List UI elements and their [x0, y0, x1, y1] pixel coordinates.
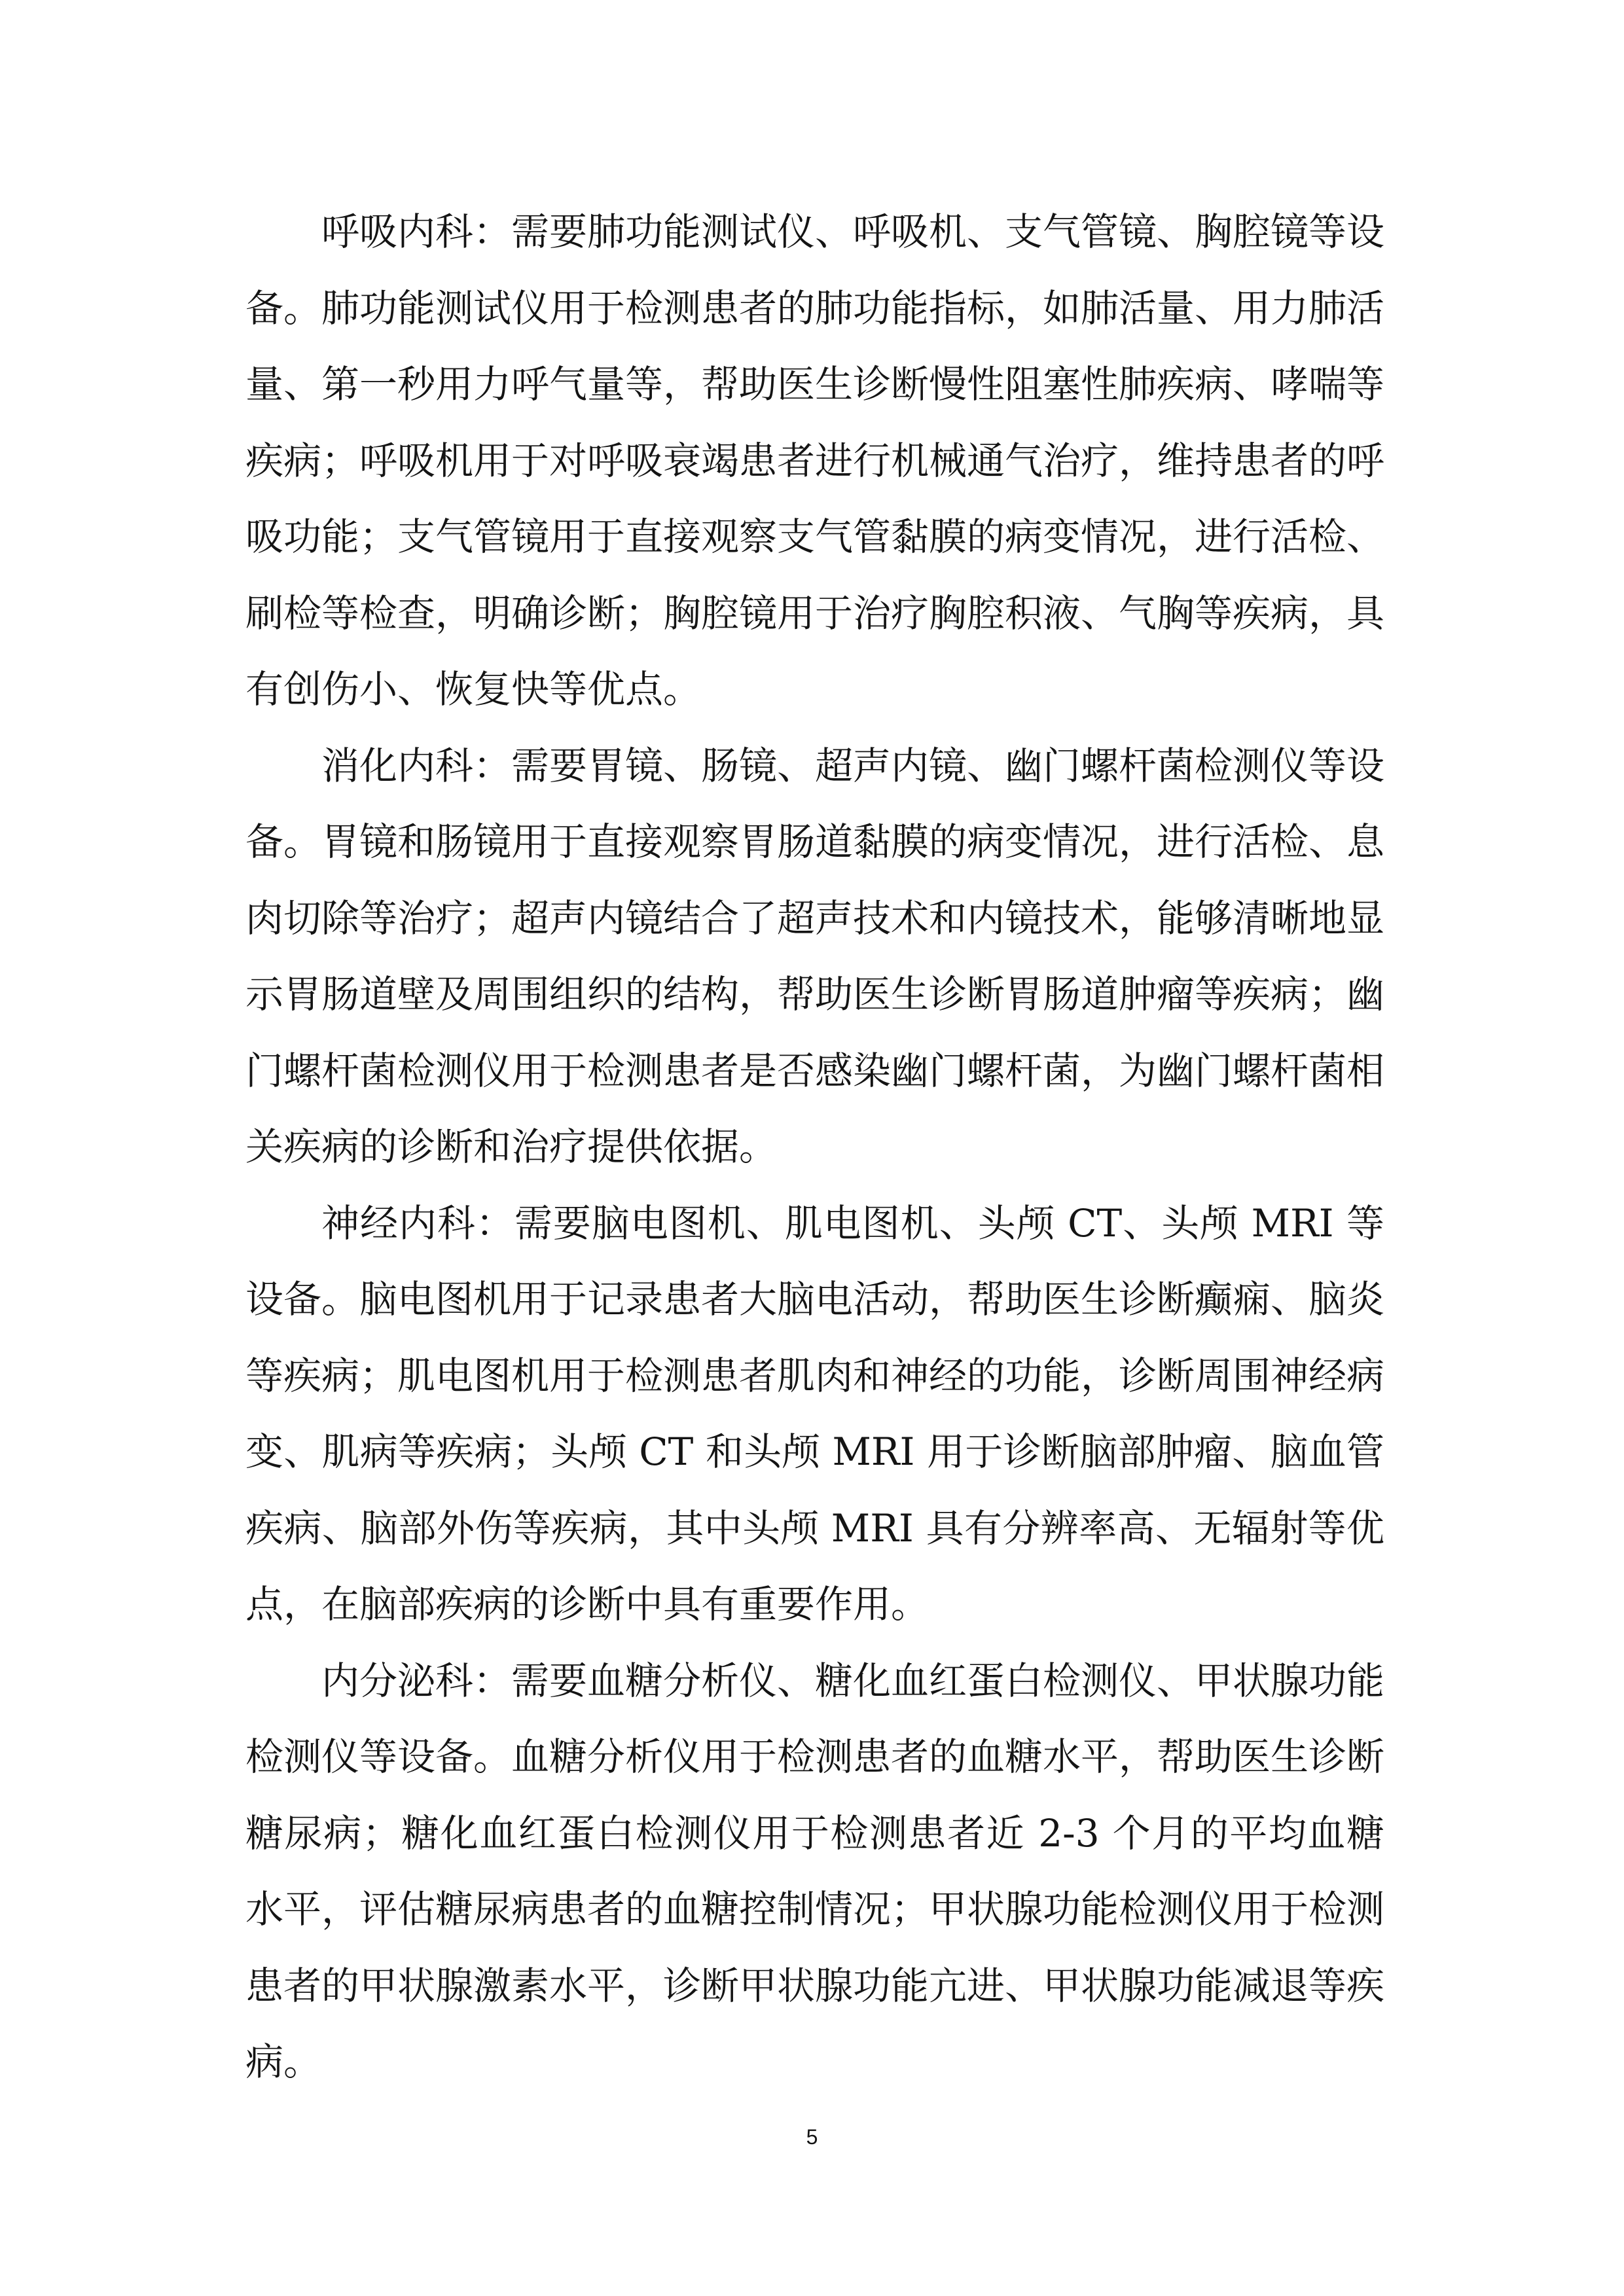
paragraph-respiratory: 呼吸内科：需要肺功能测试仪、呼吸机、支气管镜、胸腔镜等设备。肺功能测试仪用于检测患者的肺功能指标，如肺活量、用力肺活量、第一秒用力呼气量等，帮助医生诊断慢性阻塞性肺疾病、哮喘等疾病；呼吸机用于对呼吸衰竭患者进行机械通气治疗，维持患者的呼吸功能；支气管镜用于直接观察支气管黏膜的病变情况，进行活检、刷检等检查，明确诊断；胸腔镜用于治疗胸腔积液、气胸等疾病，具有创伤小、恢复快等优点。: [245, 209, 1385, 711]
paragraph-endocrinology: 内分泌科：需要血糖分析仪、糖化血红蛋白检测仪、甲状腺功能检测仪等设备。血糖分析仪用于检测患者的血糖水平，帮助医生诊断糖尿病；糖化血红蛋白检测仪用于检测患者近 2-3 个月的平均血糖水平，评估糖尿病患者的血糖控制情况；甲状腺功能检测仪用于检测患者的甲状腺激素水平，诊断甲状腺功能亢进、甲状腺功能减退等疾病。: [245, 1658, 1385, 2084]
paragraph-neurology: 神经内科：需要脑电图机、肌电图机、头颅 CT、头颅 MRI 等设备。脑电图机用于记录患者大脑电活动，帮助医生诊断癫痫、脑炎等疾病；肌电图机用于检测患者肌肉和神经的功能，诊断周围神经病变、肌病等疾病；头颅 CT 和头颅 MRI 用于诊断脑部肿瘤、脑血管疾病、脑部外伤等疾病，其中头颅 MRI 具有分辨率高、无辐射等优点，在脑部疾病的诊断中具有重要作用。: [245, 1200, 1385, 1626]
page-number: 5: [806, 2125, 818, 2149]
body-text: [245, 194, 1384, 2100]
paragraph-gastroenterology: 消化内科：需要胃镜、肠镜、超声内镜、幽门螺杆菌检测仪等设备。胃镜和肠镜用于直接观察胃肠道黏膜的病变情况，进行活检、息肉切除等治疗；超声内镜结合了超声技术和内镜技术，能够清晰地显示胃肠道壁及周围组织的结构，帮助医生诊断胃肠道肿瘤等疾病；幽门螺杆菌检测仪用于检测患者是否感染幽门螺杆菌，为幽门螺杆菌相关疾病的诊断和治疗提供依据。: [245, 743, 1385, 1169]
